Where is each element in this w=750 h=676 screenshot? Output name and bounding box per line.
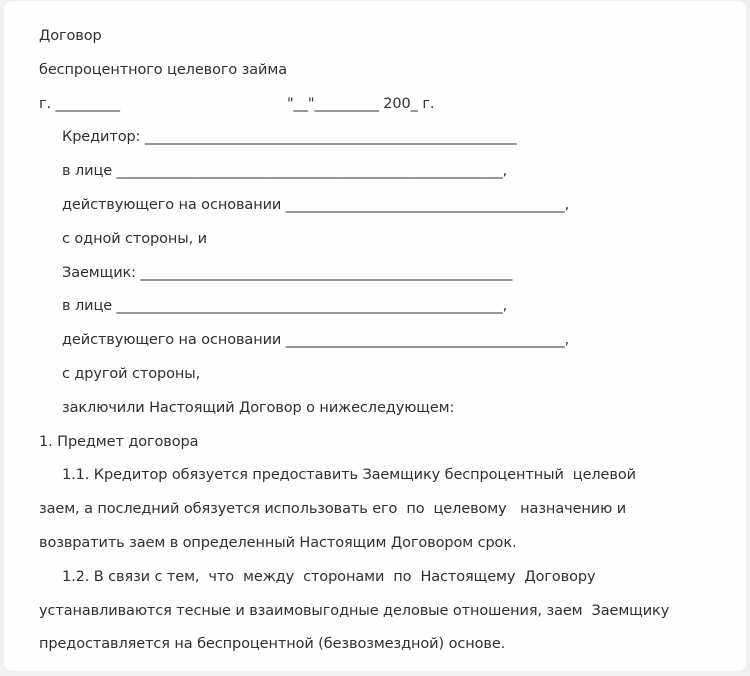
document-line: 1.1. Кредитор обязуется предоставить Заемщику беспроцентный целевой — [62, 467, 636, 484]
document-line: с другой стороны, — [62, 365, 201, 382]
document-line: действующего на основании _______________________________________, — [62, 196, 570, 213]
date-blank: "__"_________ 200_ г. — [287, 95, 435, 112]
document-line: в лице ______________________________________________________, — [62, 298, 508, 315]
document-line: действующего на основании _______________________________________, — [62, 332, 570, 349]
document-line: 1. Предмет договора — [39, 433, 199, 450]
document-line: возвратить заем в определенный Настоящим Договором срок. — [39, 534, 517, 551]
document-line: с одной стороны, и — [62, 230, 207, 247]
document-line: предоставляется на беспроцентной (безвозмездной) основе. — [39, 636, 506, 653]
document-page — [4, 1, 746, 671]
contract-document-body — [39, 20, 718, 662]
document-line — [39, 88, 718, 122]
document-line: Договор — [39, 28, 102, 44]
document-line: 1.2. В связи с тем, что между сторонами по Настоящему Договору — [62, 568, 596, 585]
document-line: Кредитор: ____________________________________________________ — [62, 129, 517, 146]
document-line: заключили Настоящий Договор о нижеследующем: — [62, 399, 455, 416]
document-line: беспроцентного целевого займа — [39, 61, 287, 78]
document-line: заем, а последний обязуется использовать его по целевому назначению и — [39, 501, 627, 518]
document-line: устанавливаются тесные и взаимовыгодные деловые отношения, заем Заемщику — [39, 602, 670, 619]
document-line: в лице ______________________________________________________, — [62, 163, 508, 180]
city-blank: г. _________ — [39, 95, 120, 112]
document-line: Заемщик: ____________________________________________________ — [62, 264, 513, 281]
